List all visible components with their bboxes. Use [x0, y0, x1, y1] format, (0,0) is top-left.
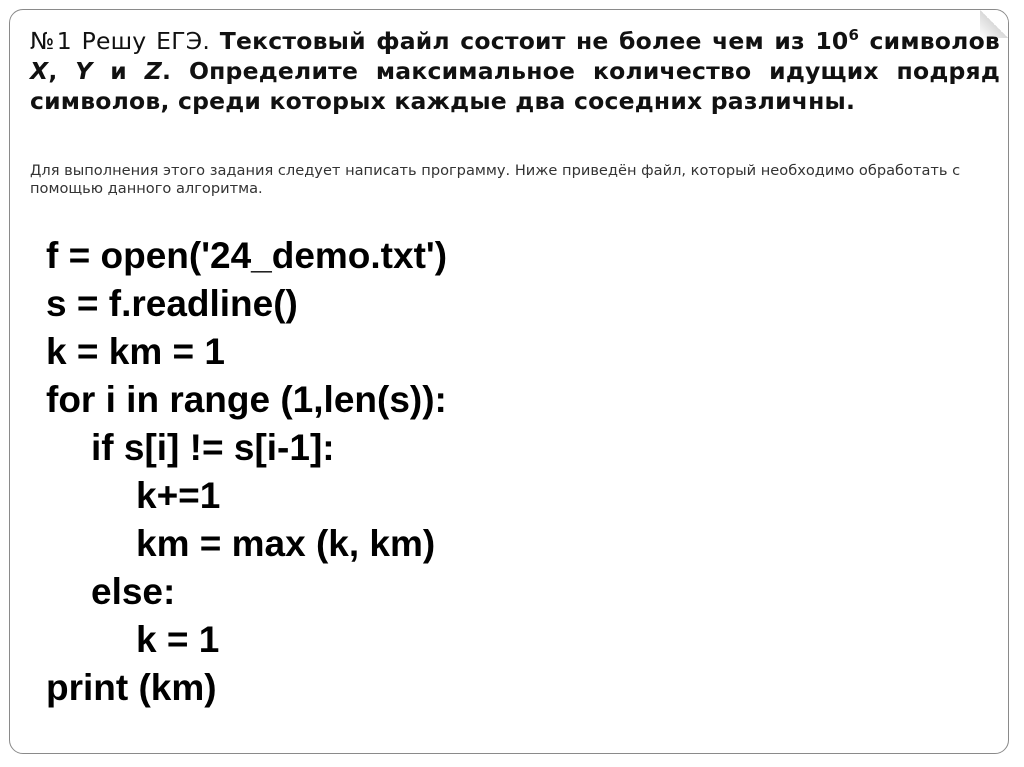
code-line: else: — [91, 571, 176, 612]
code-line: if s[i] != s[i-1]: — [91, 427, 335, 468]
statement-part: . Определите максимальное количество идущих подряд символов, среди которых каждые два соседних различны. — [30, 57, 1000, 115]
statement-part: символов — [859, 27, 1000, 55]
code-line: k+=1 — [136, 475, 221, 516]
task-text — [30, 26, 1000, 116]
code-line: km = max (k, km) — [136, 523, 436, 564]
code-line: f = open('24_demo.txt') — [46, 235, 448, 276]
statement-part: Текстовый файл состоит не более чем из 10 — [219, 27, 849, 55]
statement-part: и — [92, 57, 145, 85]
code-line: k = 1 — [136, 619, 220, 660]
var-z: Z — [144, 57, 163, 85]
var-x: X — [30, 57, 49, 85]
code-line: for i in range (1,len(s)): — [46, 379, 447, 420]
exponent: 6 — [848, 26, 860, 44]
code-block — [46, 232, 447, 712]
code-line: k = km = 1 — [46, 331, 225, 372]
slide-frame — [9, 9, 1009, 754]
code-line: print (km) — [46, 667, 217, 708]
statement-part: , — [48, 57, 76, 85]
var-y: Y — [75, 57, 93, 85]
code-line: s = f.readline() — [46, 283, 298, 324]
task-note: Для выполнения этого задания следует написать программу. Ниже приведён файл, который необходимо обработать с помощью данного алгоритма. — [30, 162, 961, 197]
task-number: №1 Решу ЕГЭ. — [30, 27, 211, 55]
